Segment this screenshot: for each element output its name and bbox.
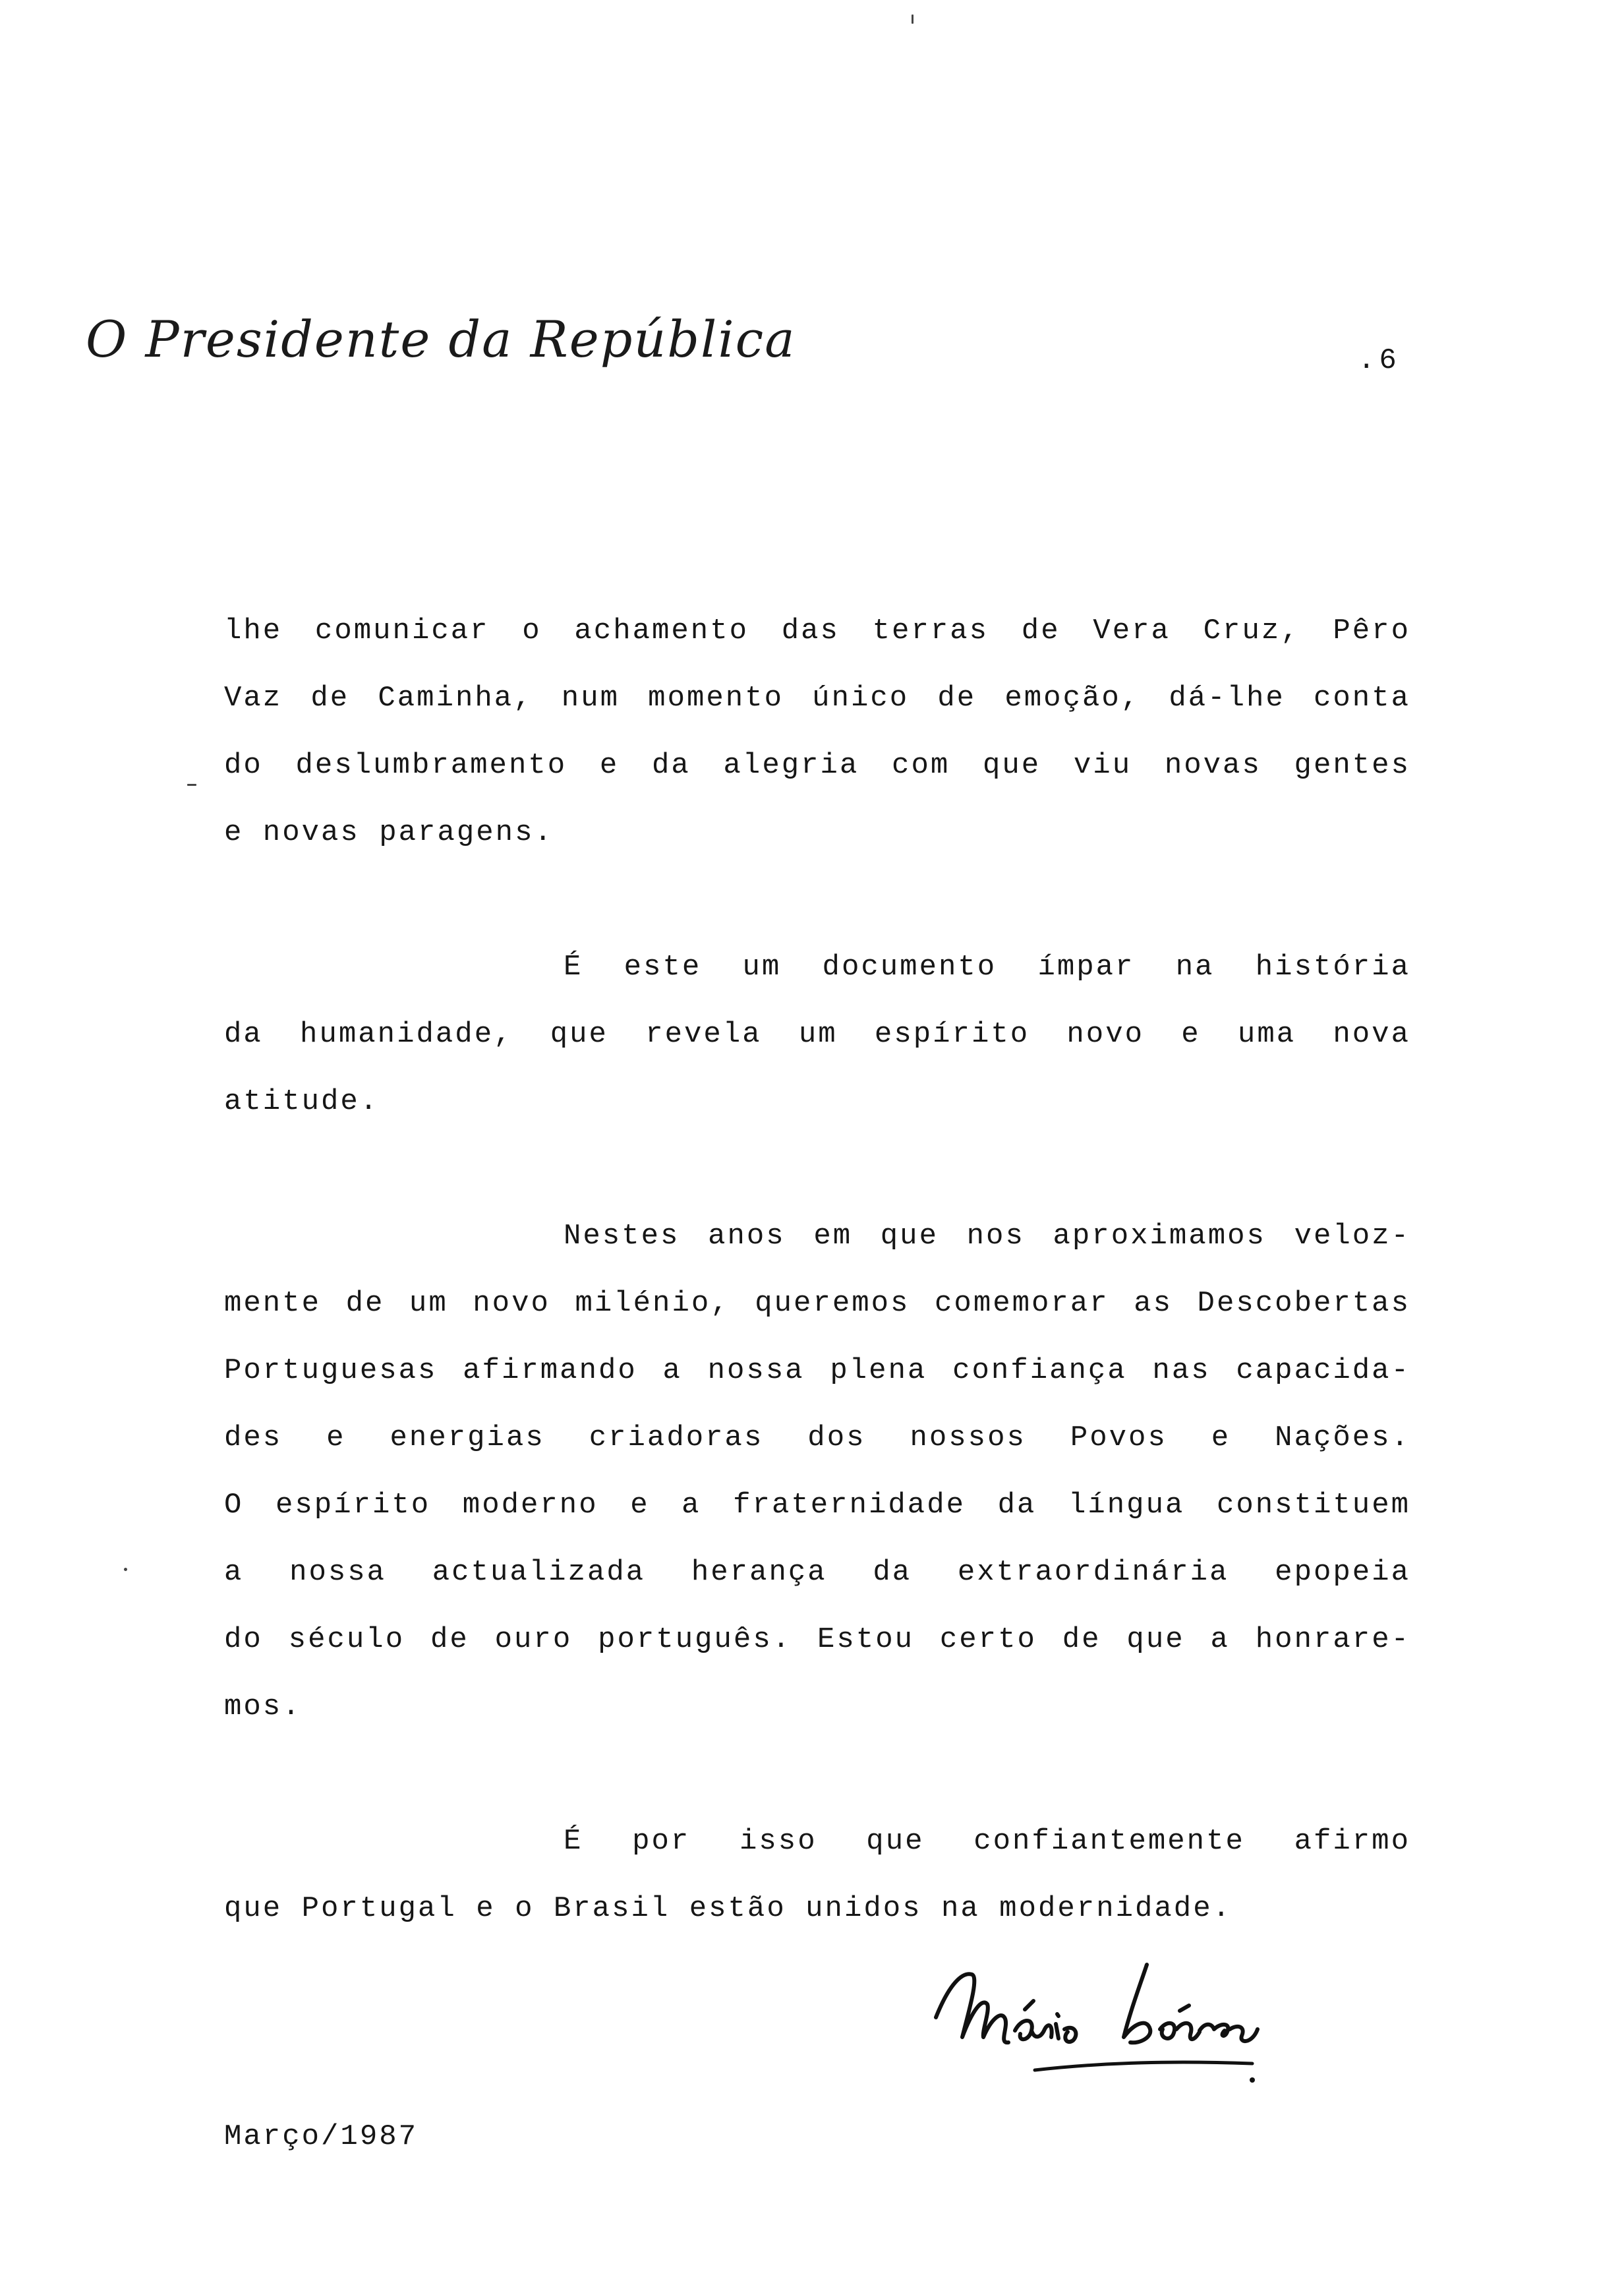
text-line: a nossa actualizada herança da extraordinária epopeia [224, 1556, 1410, 1589]
text-line: É por isso que confiantemente afirmo [564, 1825, 1410, 1858]
scan-speck [124, 1568, 127, 1571]
text-line: Portuguesas afirmando a nossa plena confiança nas capacida- [224, 1354, 1410, 1387]
text-line: atitude. [224, 1085, 380, 1118]
text-line: mos. [224, 1690, 302, 1723]
text-line: do deslumbramento e da alegria com que viu novas gentes [224, 749, 1410, 782]
text-line: mente de um novo milénio, queremos comemorar as Descobertas [224, 1287, 1410, 1320]
text-line: do século de ouro português. Estou certo de que a honrare- [224, 1623, 1410, 1656]
signature [910, 1945, 1279, 2103]
scan-speck [187, 784, 196, 786]
page-number: .6 [1358, 344, 1401, 377]
paragraph-2 [224, 934, 1410, 1135]
letterhead: O Presidente da República [86, 310, 796, 369]
paragraph-3 [224, 1203, 1410, 1740]
paragraph-1 [224, 597, 1410, 866]
scan-speck [912, 15, 914, 24]
text-line: da humanidade, que revela um espírito novo e uma nova [224, 1018, 1410, 1051]
text-line: O espírito moderno e a fraternidade da língua constituem [224, 1489, 1410, 1522]
date: Março/1987 [224, 2120, 419, 2153]
text-line: É este um documento ímpar na história [564, 951, 1410, 984]
text-line: e novas paragens. [224, 816, 554, 849]
text-line: des e energias criadoras dos nossos Povos e Nações. [224, 1421, 1410, 1454]
text-line: lhe comunicar o achamento das terras de Vera Cruz, Pêro [224, 614, 1410, 647]
text-line: Vaz de Caminha, num momento único de emoção, dá-lhe conta [224, 682, 1410, 715]
paragraph-4 [224, 1808, 1410, 1942]
text-line: Nestes anos em que nos aproximamos veloz- [564, 1220, 1410, 1253]
text-line: que Portugal e o Brasil estão unidos na modernidade. [224, 1892, 1232, 1925]
